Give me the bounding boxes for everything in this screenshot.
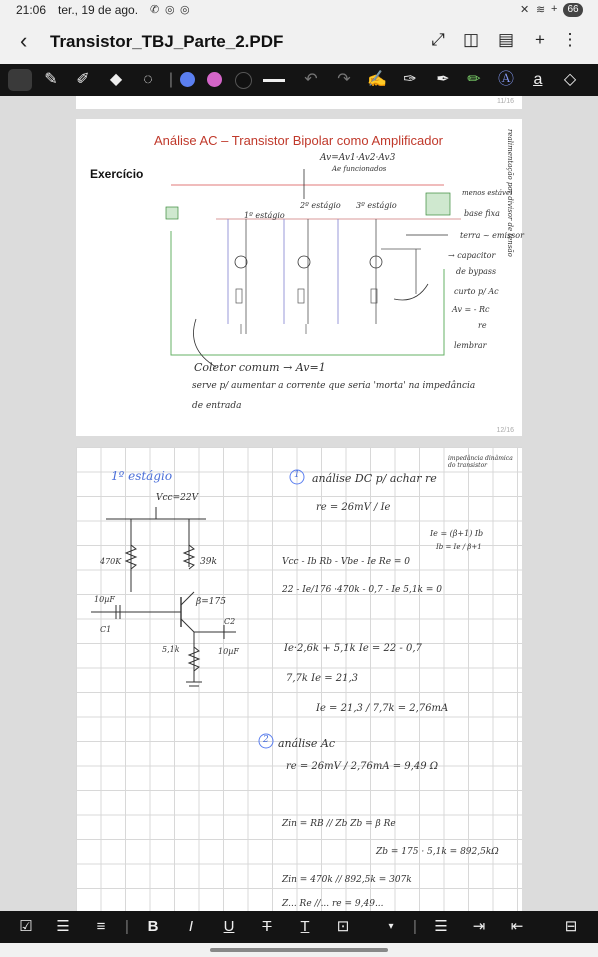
text-box-icon[interactable]: ⊡ <box>336 918 350 935</box>
outdent-icon[interactable]: ⇤ <box>510 918 524 935</box>
ai-icon[interactable]: Ⓐ <box>497 71 514 88</box>
more-options-icon[interactable]: ⋮ <box>561 30 579 49</box>
marker-icon[interactable]: ✏ <box>467 71 481 88</box>
note-ae: Ae funcionados <box>332 165 387 173</box>
home-indicator[interactable] <box>210 948 388 952</box>
note-r470: 470K <box>100 557 122 566</box>
page-layout-icon[interactable]: ⊟ <box>564 918 578 935</box>
note-kvl: Vcc - Ib Rb - Vbe - Ie Re = 0 <box>282 557 411 567</box>
text-size-icon[interactable]: T̲ <box>300 918 310 935</box>
note-serve: serve p/ aumentar a corrente que seria 'morta' na impedância <box>192 381 476 391</box>
strikethrough-icon[interactable]: T <box>262 918 272 935</box>
italic-icon[interactable]: I <box>188 918 194 935</box>
book-view-icon[interactable]: ◫ <box>462 30 480 49</box>
pen-icon[interactable]: ✎ <box>44 71 58 88</box>
note-side: realimentação por divisor de tensão <box>506 129 514 257</box>
stroke-width-icon[interactable] <box>263 79 285 82</box>
shape-pen-icon[interactable]: ✍ <box>367 71 387 88</box>
divider-3: | <box>413 918 417 935</box>
note-c10b: 10µF <box>218 647 239 656</box>
note-r8: re <box>478 321 487 330</box>
note-r6: curto p/ Ac <box>454 287 499 296</box>
note-r7: Av = - Rc <box>452 305 490 314</box>
text-pen-icon[interactable]: ✒ <box>436 71 450 88</box>
add-icon[interactable]: + <box>535 30 545 49</box>
note-av: Av=Av1·Av2·Av3 <box>320 153 396 163</box>
dropdown-icon[interactable]: ▾ <box>388 921 394 932</box>
drawing-toolbar <box>0 64 598 96</box>
page-view-icon[interactable]: ▤ <box>497 30 515 49</box>
back-button[interactable]: ‹ <box>20 28 28 53</box>
step-1-number: 1 <box>294 470 300 480</box>
status-bar <box>0 0 598 22</box>
note-r39: 39k <box>200 557 217 567</box>
document-viewport[interactable] <box>0 96 598 911</box>
note-ib1: Ib = Ie / β+1 <box>436 543 482 551</box>
highlighter-icon[interactable]: ✐ <box>76 71 90 88</box>
color-black[interactable] <box>235 72 252 89</box>
indent-icon[interactable]: ⇥ <box>472 918 486 935</box>
note-eq2: Ie·2,6k + 5,1k Ie = 22 - 0,7 <box>284 643 422 654</box>
expand-icon[interactable]: ⤢ <box>431 30 445 49</box>
underline-icon[interactable]: U <box>223 918 235 935</box>
note-beta: β=175 <box>196 597 226 607</box>
note-r2: base fixa <box>464 209 500 218</box>
note-zb: Zb = 175 · 5,1k = 892,5kΩ <box>376 847 499 857</box>
color-pink[interactable] <box>207 72 222 87</box>
note-r5: de bypass <box>456 267 497 276</box>
document-title: Transistor_TBJ_Parte_2.PDF <box>50 32 284 51</box>
note-r3: terra ~ emissor <box>460 231 524 240</box>
exercise-label: Exercício <box>90 167 144 181</box>
note-re2: re = 26mV / 2,76mA = 9,49 Ω <box>286 761 439 772</box>
page-number-2: 12/16 <box>496 427 514 434</box>
note-ie1: Ie = (β+1) Ib <box>430 529 484 538</box>
status-date: ter., 19 de ago. <box>58 3 139 17</box>
whatsapp-icon: ✆ <box>150 4 160 16</box>
note-eq4: Ie = 21,3 / 7,7k = 2,76mA <box>316 703 449 714</box>
divider-2: | <box>125 918 129 935</box>
note-heading: 1º estágio <box>111 469 173 483</box>
instagram-icon: ◎ <box>165 4 175 16</box>
lasso-icon[interactable]: ◌ <box>143 71 153 88</box>
note-stage2: 2º estágio <box>300 201 341 210</box>
note-stage3: 3º estágio <box>356 201 397 210</box>
note-s1-detail: impedância dinâmica do transistor <box>448 455 513 469</box>
note-r51: 5,1k <box>162 645 180 654</box>
note-collector: Coletor comum → Av=1 <box>194 361 326 374</box>
format-toolbar <box>0 911 598 943</box>
instagram-icon-2: ◎ <box>180 4 190 16</box>
text-format-icon[interactable]: a̲ <box>533 71 543 88</box>
note-c10: 10µF <box>94 595 115 604</box>
page-number: 11/16 <box>497 98 514 105</box>
redo-icon[interactable]: ↷ <box>337 71 351 88</box>
note-zin: Zin = RB // Zb Zb = β Re <box>282 819 396 829</box>
note-r4: → capacitor <box>448 251 496 260</box>
title-bar <box>0 22 598 62</box>
note-c2: C2 <box>224 617 236 626</box>
note-c1: C1 <box>100 625 112 634</box>
slide-page <box>76 119 522 436</box>
slide-title: Análise AC – Transistor Bipolar como Amplificador <box>153 133 443 148</box>
fill-pen-icon[interactable]: ✑ <box>403 71 417 88</box>
note-eq1: 22 - Ie/176 ·470k - 0,7 - Ie 5,1k = 0 <box>282 585 442 595</box>
eraser-icon[interactable]: ◆ <box>109 71 123 88</box>
numbered-list-icon[interactable]: ☰ <box>56 918 70 935</box>
note-cut: Z... Re //... re = 9,49... <box>282 899 384 909</box>
note-re1: re = 26mV / Ie <box>316 502 391 513</box>
previous-page <box>76 96 522 109</box>
note-s2: análise Ac <box>278 737 335 750</box>
mute-icon: ✕ <box>520 4 530 16</box>
note-r9: lembrar <box>454 341 487 350</box>
status-time: 21:06 <box>16 3 47 17</box>
charging-icon: + <box>551 3 558 15</box>
note-stage1: 1º estágio <box>244 211 285 220</box>
note-s1: análise DC p/ achar re <box>312 472 437 485</box>
checkbox-list-icon[interactable]: ☑ <box>19 918 33 935</box>
shapes-icon[interactable]: ◇ <box>563 71 577 88</box>
divider: | <box>168 71 174 88</box>
notes-page <box>76 447 522 911</box>
undo-icon[interactable]: ↶ <box>304 71 318 88</box>
note-vcc: Vcc=22V <box>156 493 199 503</box>
align-icon[interactable]: ☰ <box>434 918 448 935</box>
wifi-icon: ≋ <box>536 4 546 16</box>
step-2-number: 2 <box>263 735 269 745</box>
note-zin2: Zin = 470k // 892,5k = 307k <box>282 875 412 885</box>
keyboard-icon[interactable] <box>8 69 32 91</box>
bullet-list-icon[interactable]: ≡ <box>96 918 106 935</box>
note-eq3: 7,7k Ie = 21,3 <box>286 673 359 684</box>
note-entrada: de entrada <box>192 401 242 411</box>
note-r1: menos estável <box>462 189 513 197</box>
battery-icon: 66 <box>563 3 583 17</box>
color-blue[interactable] <box>180 72 195 87</box>
navigation-bar <box>0 943 598 957</box>
bold-icon[interactable]: B <box>147 918 159 935</box>
